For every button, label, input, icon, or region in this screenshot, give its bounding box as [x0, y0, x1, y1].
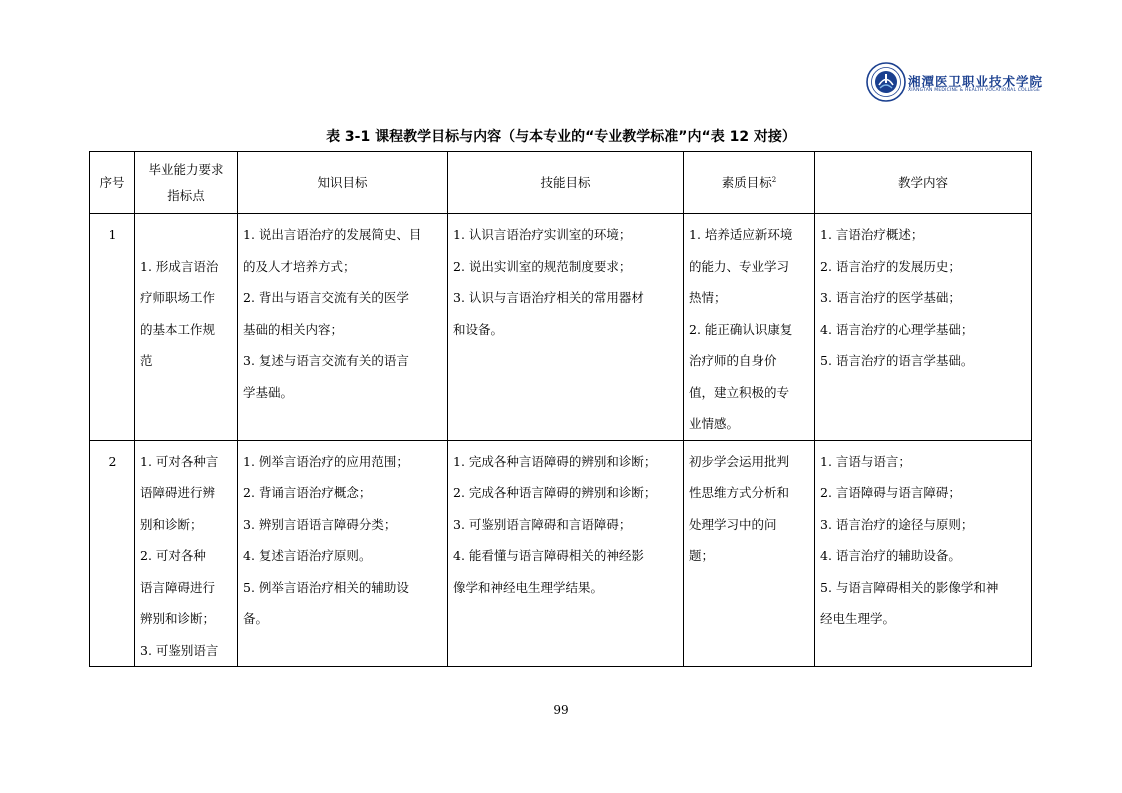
- cell-quality: [684, 214, 815, 441]
- cell-requirement: [135, 440, 238, 667]
- cell-line: 的及人才培养方式；: [243, 258, 356, 274]
- cell-content: [815, 214, 1032, 441]
- header-quality-footnote: 2: [771, 175, 777, 184]
- header-quality: [684, 152, 815, 214]
- cell-line: 处理学习中的问: [689, 516, 777, 532]
- cell-line: 1. 言语与语言；: [820, 453, 911, 469]
- cell-quality: [684, 440, 815, 667]
- cell-line: 和设备。: [453, 321, 504, 337]
- cell-line: 值，建立积极的专: [689, 384, 790, 400]
- cell-line: 4. 能看懂与语言障碍相关的神经影: [453, 548, 644, 563]
- cell-num: 1: [90, 214, 135, 441]
- cell-line: 治疗师的自身价: [689, 353, 777, 368]
- table-row: [90, 440, 1032, 667]
- college-logo: [866, 62, 1044, 106]
- cell-line: 范: [140, 353, 153, 368]
- cell-line: 5. 与语言障碍相关的影像学和神: [820, 579, 999, 595]
- cell-line: 性思维方式分析和: [689, 485, 790, 500]
- cell-skill: [448, 214, 684, 441]
- cell-line: 初步学会运用批判: [689, 453, 790, 469]
- cell-line: 的能力、专业学习: [689, 258, 790, 274]
- cell-line: 4. 语言治疗的心理学基础；: [820, 321, 974, 337]
- header-requirement: [135, 152, 238, 214]
- cell-line: 热情；: [689, 290, 727, 305]
- college-english-name: XIANGTAN MEDICINE & HEALTH VOCATIONAL COLLEGE: [908, 88, 1041, 93]
- cell-line: 2. 背出与语言交流有关的医学: [243, 290, 409, 305]
- cell-line: 3. 复述与语言交流有关的语言: [243, 353, 409, 368]
- header-skill: 技能目标: [448, 152, 684, 214]
- cell-line: 语障碍进行辨: [140, 485, 216, 500]
- cell-line: 题；: [689, 548, 715, 563]
- cell-line: 1. 完成各种言语障碍的辨别和诊断；: [453, 453, 657, 469]
- cell-line: 1. 可对各种言: [140, 453, 219, 469]
- cell-line: 备。: [243, 611, 269, 626]
- page-number: 99: [553, 703, 569, 717]
- cell-line: 辨别和诊断；: [140, 611, 216, 626]
- cell-line: 业情感。: [689, 416, 740, 431]
- cell-line: 3. 可鉴别语言: [140, 642, 219, 658]
- cell-line: [140, 219, 233, 251]
- college-emblem-icon: [866, 62, 906, 102]
- college-name: 湘潭医卫职业技术学院: [908, 74, 1044, 89]
- cell-line: 2. 完成各种语言障碍的辨别和诊断；: [453, 485, 657, 500]
- cell-knowledge: [238, 440, 448, 667]
- cell-line: 的基本工作规: [140, 321, 216, 337]
- table-row: [90, 214, 1032, 441]
- header-num: 序号: [90, 152, 135, 214]
- cell-line: 4. 复述言语治疗原则。: [243, 548, 372, 563]
- course-objectives-table: [89, 151, 1032, 667]
- cell-line: 经电生理学。: [820, 611, 896, 626]
- cell-line: 疗师职场工作: [140, 290, 216, 305]
- cell-line: 1. 言语治疗概述；: [820, 227, 924, 242]
- cell-line: 2. 说出实训室的规范制度要求；: [453, 258, 632, 274]
- cell-line: 3. 认识与言语治疗相关的常用器材: [453, 290, 644, 305]
- cell-line: 4. 语言治疗的辅助设备。: [820, 548, 961, 563]
- cell-line: 1. 培养适应新环境: [689, 227, 793, 242]
- cell-line: 学基础。: [243, 384, 294, 400]
- cell-line: 像学和神经电生理学结果。: [453, 579, 604, 595]
- cell-line: 2. 言语障碍与语言障碍；: [820, 485, 961, 500]
- cell-line: 2. 背诵言语治疗概念；: [243, 485, 372, 500]
- table-header-row: [90, 152, 1032, 214]
- cell-line: 1. 认识言语治疗实训室的环境；: [453, 227, 632, 242]
- cell-line: 2. 能正确认识康复: [689, 321, 793, 337]
- cell-line: 1. 例举言语治疗的应用范围；: [243, 453, 409, 469]
- cell-skill: [448, 440, 684, 667]
- cell-line: 1. 形成言语治: [140, 258, 219, 274]
- header-requirement-line1: 毕业能力要求: [148, 161, 224, 177]
- cell-line: 语言障碍进行: [140, 579, 216, 595]
- cell-knowledge: [238, 214, 448, 441]
- header-requirement-line2: 指标点: [167, 187, 205, 203]
- header-knowledge: 知识目标: [238, 152, 448, 214]
- cell-line: 基础的相关内容；: [243, 321, 344, 337]
- cell-line: 别和诊断；: [140, 516, 203, 532]
- cell-line: 3. 可鉴别语言障碍和言语障碍；: [453, 516, 632, 532]
- table-title: 表 3-1 课程教学目标与内容（与本专业的“专业教学标准”内“表 12 对接）: [326, 129, 796, 145]
- cell-line: 3. 语言治疗的医学基础；: [820, 290, 961, 305]
- cell-line: 2. 语言治疗的发展历史；: [820, 258, 961, 274]
- cell-content: [815, 440, 1032, 667]
- cell-requirement: [135, 214, 238, 441]
- cell-line: 2. 可对各种: [140, 548, 206, 563]
- cell-line: 5. 语言治疗的语言学基础。: [820, 353, 974, 368]
- header-content: 教学内容: [815, 152, 1032, 214]
- header-quality-label: 素质目标: [721, 174, 772, 190]
- cell-line: 3. 语言治疗的途径与原则；: [820, 516, 974, 532]
- cell-num: 2: [90, 440, 135, 667]
- cell-line: 1. 说出言语治疗的发展简史、目: [243, 227, 422, 242]
- cell-line: 3. 辨别言语语言障碍分类；: [243, 516, 397, 532]
- cell-line: 5. 例举言语治疗相关的辅助设: [243, 579, 409, 595]
